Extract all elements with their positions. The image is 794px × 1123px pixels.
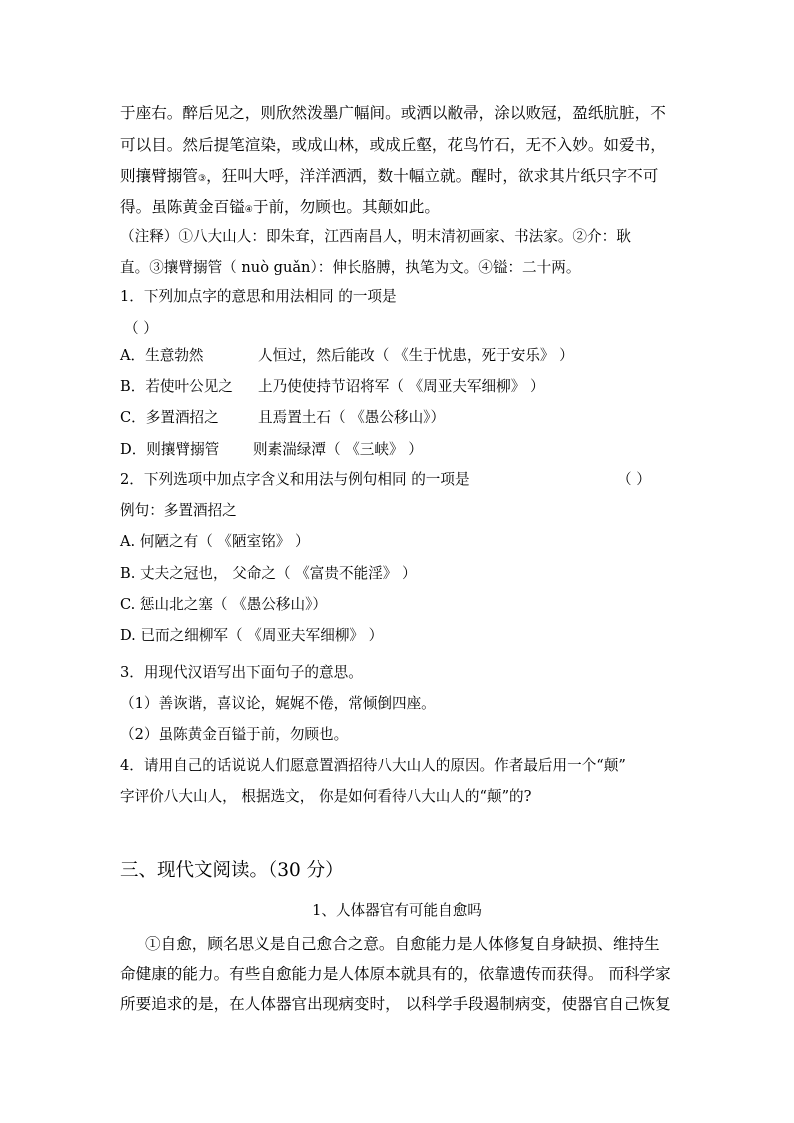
article-paragraph-line: 所要追求的是，在人体器官出现病变时， 以科学手段遏制病变，使器官自己恢复 — [120, 995, 671, 1013]
question-3-stem: 3．用现代汉语写出下面句子的意思。 — [120, 664, 363, 681]
passage-text: ，狂叫大呼，洋洋洒洒，数十幅立就。醒时，欲求其片纸只字不可 — [206, 167, 659, 185]
option-a-right: 人恒过，然后能改（ 《生于忧患，死于安乐》 ） — [258, 347, 574, 364]
question-4-line: 4．请用自己的话说说人们愿意置酒招待八大山人的原因。作者最后用一个“颠” — [120, 757, 626, 774]
option-a-left: A．生意勃然 — [120, 347, 204, 364]
option-d-right: 则素湍绿潭（ 《三峡》 ） — [253, 441, 423, 458]
option-b: B. 丈夫之冠也， 父命之（ 《富贵不能淫》 ） — [120, 565, 417, 582]
footnote-mark: ④ — [244, 205, 253, 215]
passage-line — [120, 166, 658, 189]
passage-text: 于前，勿顾也。其颠如此。 — [252, 198, 440, 216]
question-2-stem: 2．下列选项中加点字含义和用法与例句相同 的一项是 — [120, 471, 470, 488]
option-b-left: B．若使叶公见之 — [120, 378, 233, 395]
section-heading: 三、现代文阅读。（30 分） — [120, 860, 344, 881]
option-c: C. 惩山北之塞（ 《愚公移山》） — [120, 596, 327, 613]
option-d-left: D．则攘臂搦管 — [120, 441, 220, 458]
notes-line: （注释）①八大山人：即朱耷，江西南昌人，明末清初画家、书法家。②介：耿 — [120, 228, 631, 245]
option-c-right: 且焉置土石（ 《愚公移山》） — [258, 409, 446, 426]
article-title: 1、人体器官有可能自愈吗 — [312, 902, 482, 919]
article-paragraph-line: 命健康的能力。有些自愈能力是人体原本就具有的，依靠遗传而获得。 而科学家 — [120, 965, 671, 983]
passage-line: 于座右。醉后见之，则欣然泼墨广幅间。或洒以敝帚，涂以败冠，盈纸肮脏，不 — [120, 104, 666, 122]
question-3-item: （1）善诙谐，喜议论，娓娓不倦，常倾倒四座。 — [120, 695, 436, 712]
option-b-right: 上乃使使持节诏将军（ 《周亚夫军细柳》 ） — [258, 378, 545, 395]
question-4-line: 字评价八大山人， 根据选文， 你是如何看待八大山人的“颠”的? — [120, 788, 532, 805]
article-paragraph-line: ①自愈，顾名思义是自己愈合之意。自愈能力是人体修复自身缺损、维持生 — [145, 935, 660, 953]
option-d: D. 已而之细柳军（ 《周亚夫军细柳》 ） — [120, 627, 384, 644]
option-c-left: C．多置酒招之 — [120, 409, 219, 426]
passage-line — [120, 197, 440, 220]
question-3-item: （2）虽陈黄金百镒于前，勿顾也。 — [120, 726, 349, 743]
passage-line: 可以目。然后提笔渲染，或成山林，或成丘壑，花鸟竹石，无不入妙。如爱书， — [120, 136, 666, 154]
notes-line: 直。③攘臂搦管（ nuò guǎn）：伸长胳膊，执笔为文。④镒：二十两。 — [120, 259, 581, 276]
option-a: A. 何陋之有（ 《陋室铭》 ） — [120, 533, 310, 550]
answer-bracket: （ ） — [124, 320, 158, 337]
footnote-mark: ③ — [197, 174, 207, 184]
question-1-stem: 1．下列加点字的意思和用法相同 的一项是 — [120, 288, 397, 305]
passage-text: 得。虽陈黄金百镒 — [120, 198, 245, 216]
passage-text: 则攘臂搦管 — [120, 167, 198, 185]
answer-bracket: （ ） — [617, 471, 651, 488]
example-sentence: 例句：多置酒招之 — [120, 502, 237, 519]
